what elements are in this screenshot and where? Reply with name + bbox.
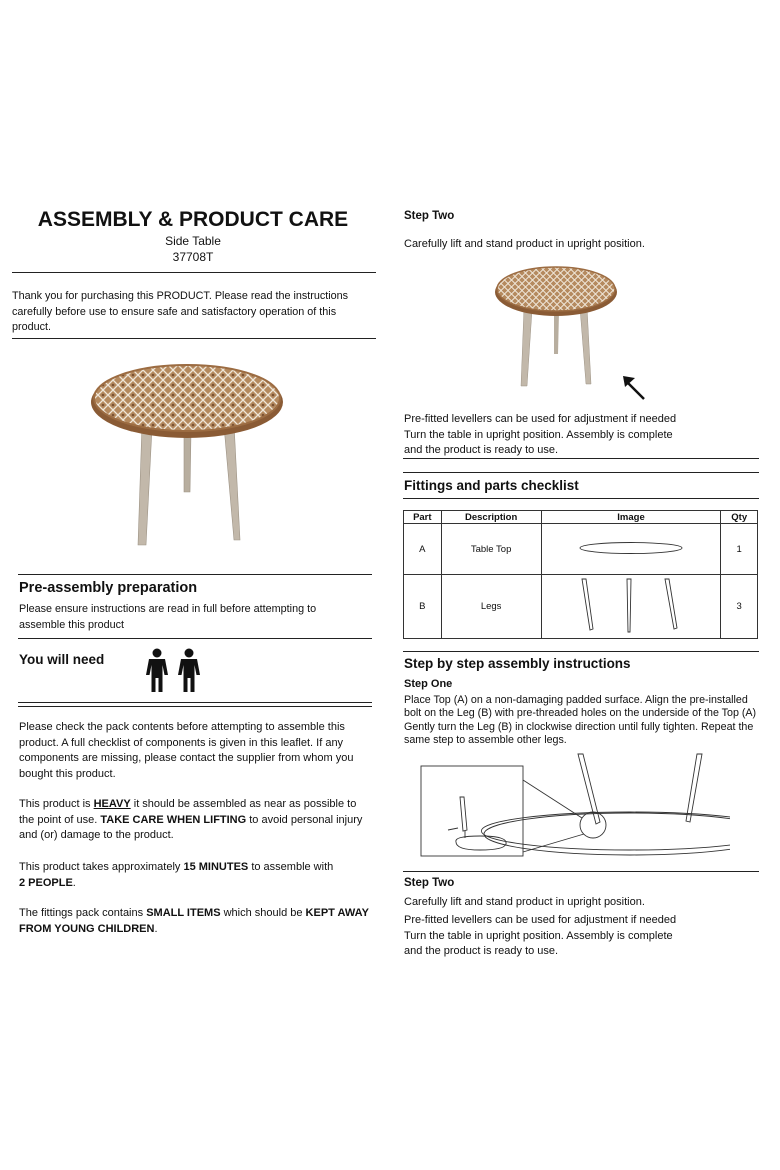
product-photo-upright bbox=[494, 266, 624, 392]
step-two-heading: Step Two bbox=[404, 877, 455, 889]
levellers-text: Pre-fitted levellers can be used for adjustment if needed Turn the table in upright position. Assembly is complete and the product is ready to use. bbox=[404, 914, 677, 957]
assembly-diagram bbox=[420, 752, 730, 862]
divider bbox=[18, 638, 372, 639]
step-two-heading: Step Two bbox=[404, 210, 455, 222]
divider bbox=[403, 498, 759, 499]
arrow-up-left-icon bbox=[620, 372, 648, 402]
step-one-text: Place Top (A) on a non-damaging padded surface. Align the pre-installed bolt on the Leg (B) with pre-threaded holes on the underside of the Top (A) Gently turn the Leg (B) in clockwise direction until fully tighten. Repeat the same step to assemble other legs. bbox=[404, 694, 757, 746]
double-divider bbox=[18, 706, 372, 707]
intro-text: Thank you for purchasing this PRODUCT. Please read the instructions carefully before use to ensure safe and satisfactory operation of this product. bbox=[12, 290, 349, 333]
step-two-text: Carefully lift and stand product in upright position. bbox=[404, 896, 645, 908]
part-image-table-top bbox=[541, 524, 721, 575]
page-title: ASSEMBLY & PRODUCT CARE bbox=[37, 208, 349, 231]
section-heading-you-will-need: You will need bbox=[19, 652, 105, 667]
preassembly-text: Please ensure instructions are read in full before attempting to assemble this product bbox=[19, 603, 317, 631]
part-description: Legs bbox=[441, 575, 541, 639]
product-name: Side Table bbox=[165, 234, 221, 248]
divider bbox=[403, 472, 759, 473]
column-header: Part bbox=[404, 511, 442, 524]
levellers-text: Pre-fitted levellers can be used for adjustment if needed Turn the table in upright position. Assembly is complete and the product is ready to use. bbox=[404, 413, 677, 456]
divider bbox=[12, 272, 376, 273]
part-image-legs bbox=[541, 575, 721, 639]
product-photo bbox=[88, 350, 288, 550]
part-description: Table Top bbox=[441, 524, 541, 575]
part-qty: 3 bbox=[721, 575, 758, 639]
section-heading-preassembly: Pre-assembly preparation bbox=[19, 580, 198, 596]
two-people-icon bbox=[144, 648, 204, 694]
column-header: Qty bbox=[721, 511, 758, 524]
divider bbox=[403, 651, 759, 652]
step-one-heading: Step One bbox=[404, 678, 453, 690]
small-items-warning: The fittings pack contains SMALL ITEMS which should be KEPT AWAY FROM YOUNG CHILDREN. bbox=[19, 907, 369, 935]
instructions-heading: Step by step assembly instructions bbox=[404, 656, 631, 671]
divider bbox=[403, 458, 759, 459]
table-row bbox=[404, 575, 758, 639]
heavy-warning: This product is HEAVY it should be assembled as near as possible to the point of use. TAKE CARE WHEN LIFTING to avoid personal injury and (or) damage to the product. bbox=[19, 798, 363, 841]
assembly-time: This product takes approximately 15 MINUTES to assemble with 2 PEOPLE. bbox=[19, 861, 334, 889]
double-divider bbox=[18, 702, 372, 703]
part-letter: A bbox=[404, 524, 442, 575]
divider bbox=[12, 338, 376, 339]
column-header: Description bbox=[441, 511, 541, 524]
parts-table bbox=[403, 510, 758, 639]
checklist-heading: Fittings and parts checklist bbox=[404, 478, 579, 493]
table-row bbox=[404, 524, 758, 575]
divider bbox=[403, 871, 759, 872]
column-header: Image bbox=[541, 511, 721, 524]
part-qty: 1 bbox=[721, 524, 758, 575]
part-letter: B bbox=[404, 575, 442, 639]
step-two-text: Carefully lift and stand product in upright position. bbox=[404, 238, 645, 250]
product-code: 37708T bbox=[172, 250, 214, 264]
table-header-row bbox=[404, 511, 758, 524]
pack-check-text: Please check the pack contents before attempting to assemble this product. A full checklist of components is given in this leaflet. If any components are missing, please contact the supplier from whom you bought this product. bbox=[19, 721, 354, 780]
divider bbox=[18, 574, 372, 575]
